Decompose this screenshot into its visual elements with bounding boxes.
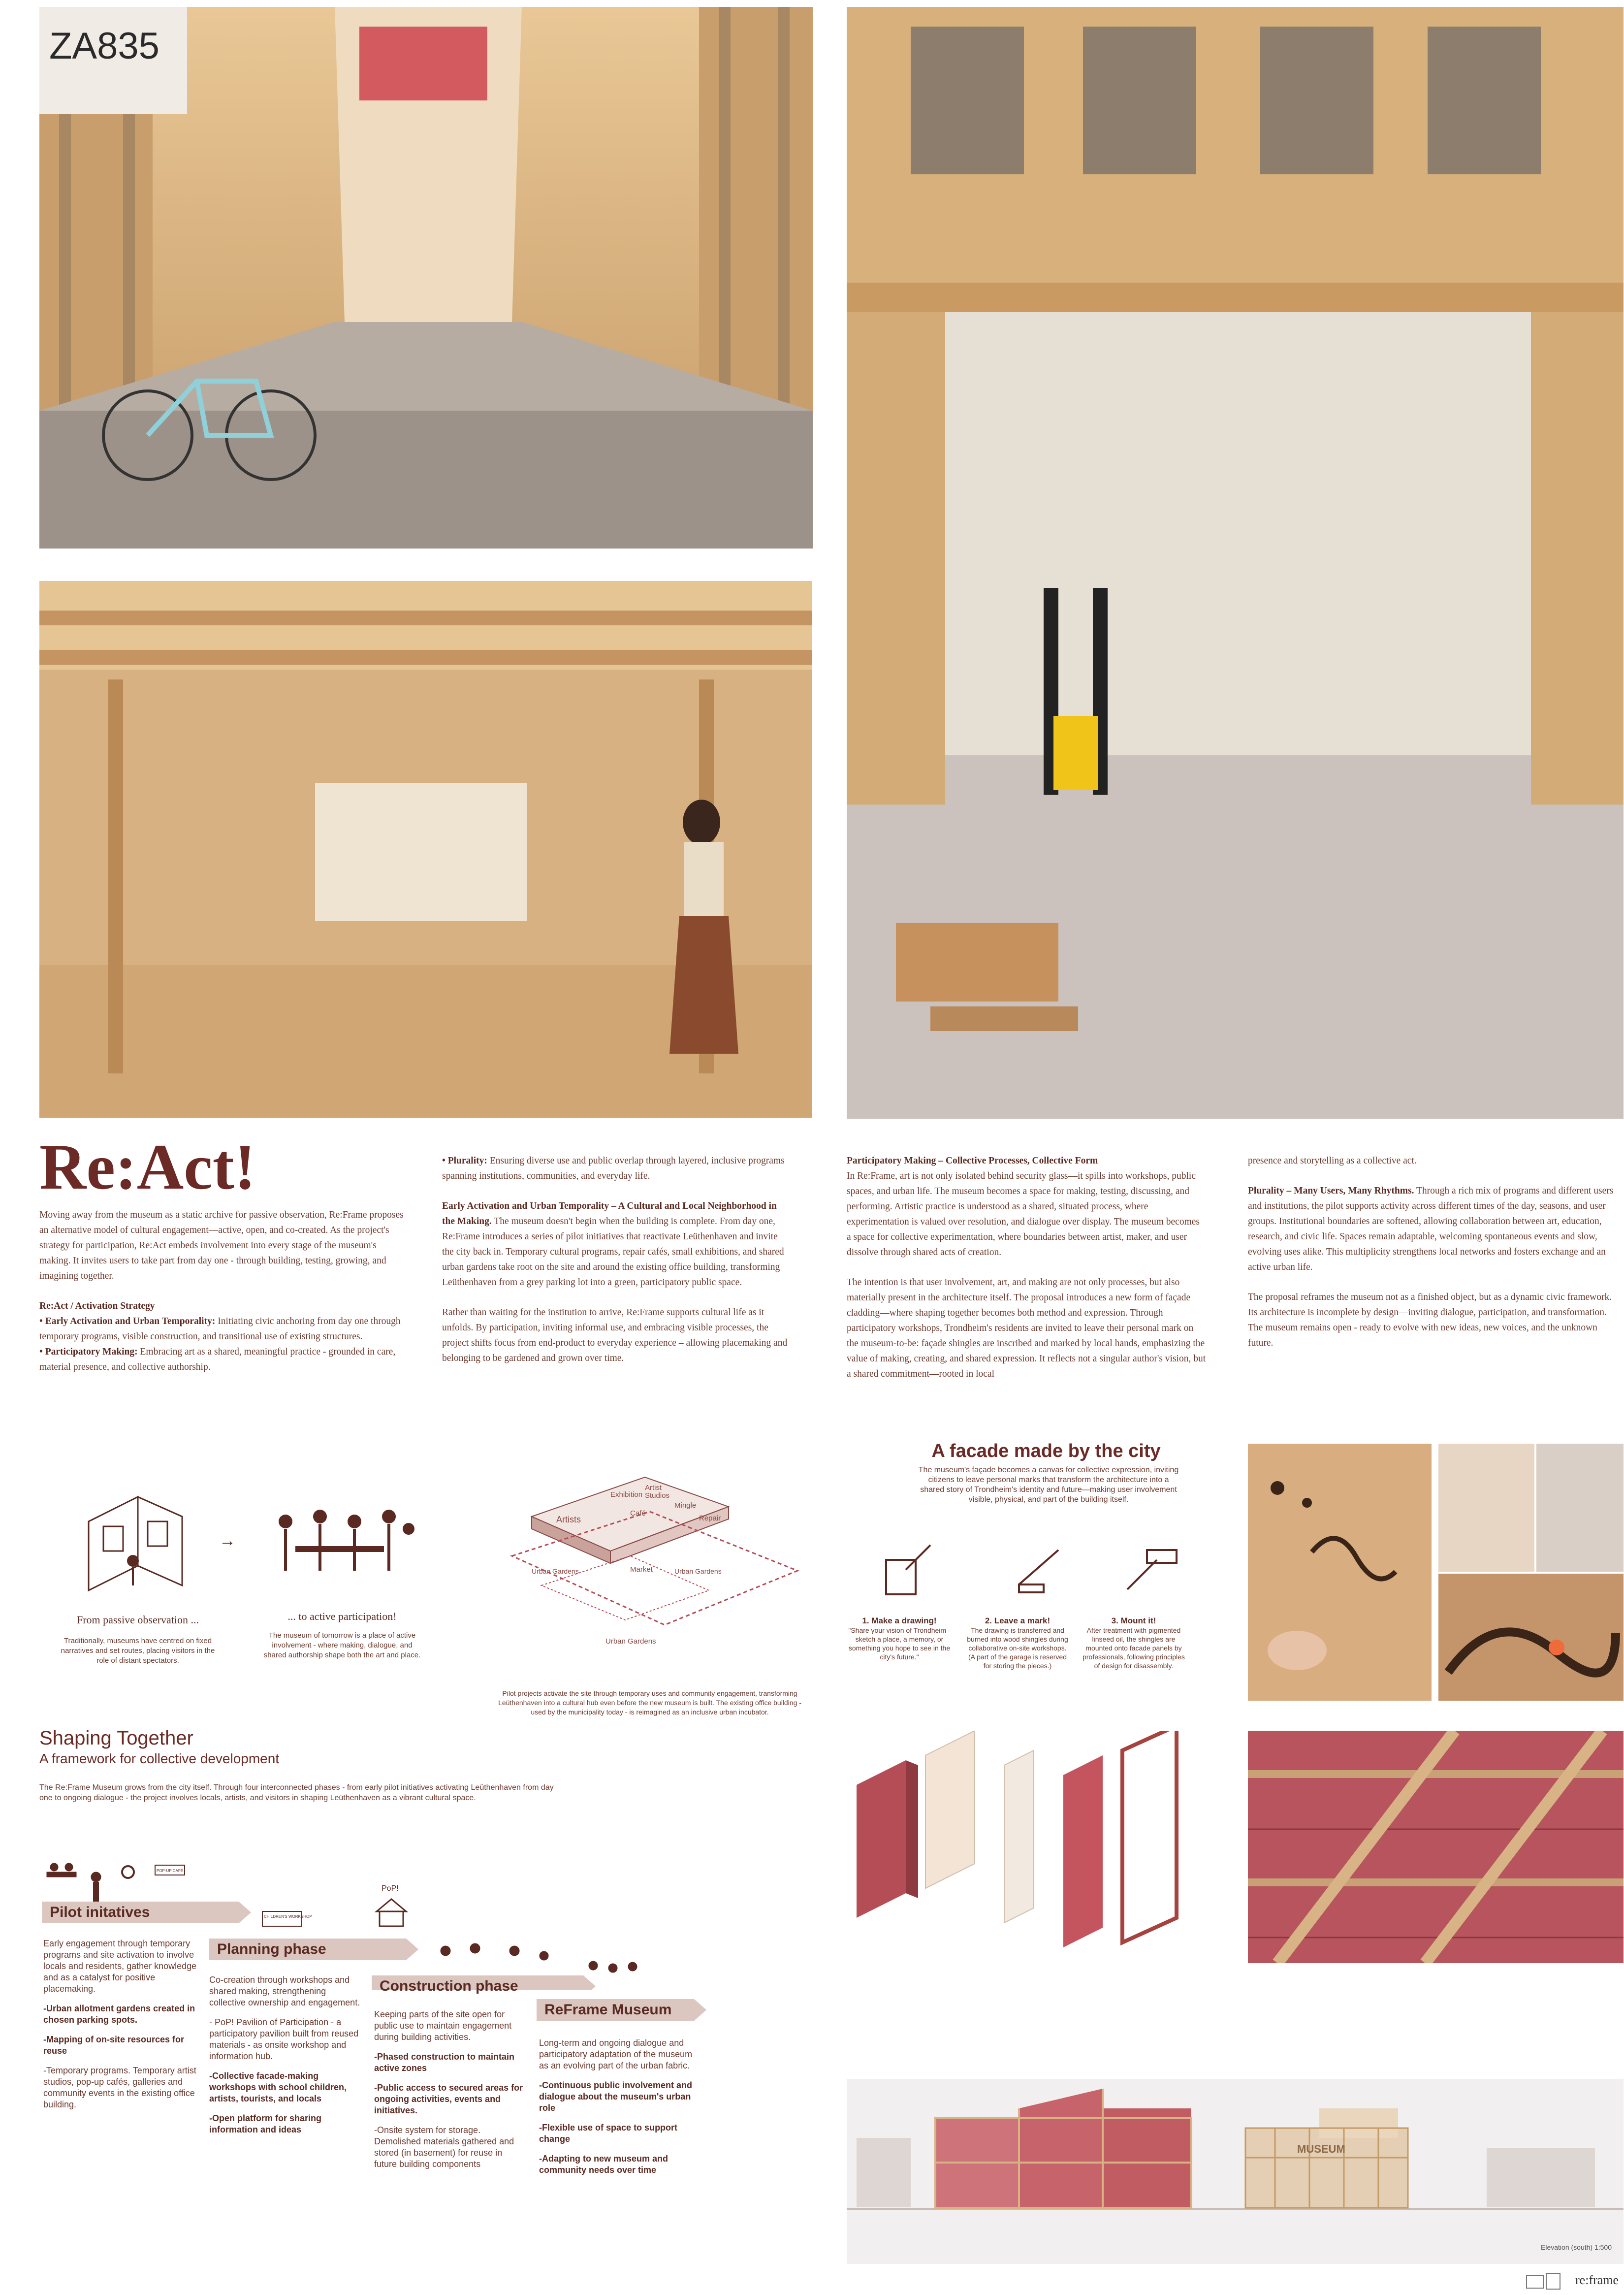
main-title: Re:Act! bbox=[39, 1131, 256, 1203]
intro-paragraph: Moving away from the museum as a static archive for passive observation, Re:Frame proposes an alternative model of cultural engagement—active, open, and co-created. As the project's strategy for participation, Re:Act embeds involvement into every stage of the museum's making. It invites users to take part from day one - through building, testing, growing, and imagining together. bbox=[39, 1210, 404, 1281]
plurality-bullet bbox=[442, 1153, 792, 1184]
phase-tag-planning: Planning phase bbox=[217, 1941, 326, 1957]
render-atrium-bicycle bbox=[39, 7, 813, 549]
pilot-intro: Early engagement through temporary programs and site activation to involve locals and residents, gather knowledge and as a catalyst for positive placemaking. bbox=[43, 1939, 197, 1994]
phase-body-pilot bbox=[43, 1938, 206, 2119]
pilot-item-2-text: -Mapping of on-site resources for reuse bbox=[43, 2035, 185, 2056]
burning-closeup-image bbox=[1438, 1574, 1624, 1701]
facade-shingle-render bbox=[1248, 1731, 1624, 1963]
participatory-paragraph-2: The intention is that user involvement, art, and making are not only processes, but also materially present in the architecture itself. The proposal introduces a new form of façade cladding—where shaping together becomes both method and expression. Through participatory workshops, Trondheim's residents are invited to leave their personal mark on the museum-to-be: façade shingles are inscribed and marked by local hands, emphasizing the value of making, creating, and shared expression. It reflects not a singular author's vision, but a shared commitment—rooted in local bbox=[847, 1277, 1206, 1379]
museum-sign: MUSEUM bbox=[1297, 2143, 1345, 2155]
group-participation-icon bbox=[266, 1502, 423, 1585]
construction-item-2 bbox=[374, 2082, 527, 2116]
intro-column bbox=[39, 1207, 409, 1375]
render-woman-gallery bbox=[39, 581, 812, 1118]
strategy-heading: Re:Act / Activation Strategy bbox=[39, 1301, 155, 1311]
passive-label: From passive observation ... bbox=[76, 1614, 199, 1626]
pilot-item-2 bbox=[43, 2034, 206, 2057]
pilot-label-repair: Repair bbox=[699, 1514, 721, 1522]
reframe-item-2-text: -Flexible use of space to support change bbox=[539, 2123, 678, 2144]
active-label: ... to active participation! bbox=[287, 1610, 397, 1622]
photo-leaf-sketch bbox=[1438, 1444, 1534, 1572]
participatory-paragraph-1: In Re:Frame, art is not only isolated behind security glass—it spills into workshops, public spaces, and urban life. The museum becomes a space for making, testing, discussing, and performing. Artistic practice is understood as a shared, situated process, where experimentation is valued over resolution, and dialogue over display. The museum becomes a space for collective experimentation, where boundaries between artist, maker, and user dissolve through shared acts of creation. bbox=[847, 1171, 1200, 1258]
elevation-caption: Elevation (south) 1:500 bbox=[1541, 2243, 1612, 2251]
facade-step-2-text: The drawing is transferred and burned into wood shingles during collaborative on-site workshops. (A part of the garage is reserved for storing the pieces.) bbox=[967, 1626, 1068, 1670]
pilot-label-studios: Studios bbox=[645, 1491, 670, 1500]
childrens-workshop-sign: CHILDREN'S WORKSHOP bbox=[264, 1914, 312, 1919]
planning-item-2-text: -Collective facade-making workshops with school children, artists, tourists, and locals bbox=[209, 2071, 347, 2103]
early-activation-text: The museum doesn't begin when the building is complete. From day one, Re:Frame introduces a series of pilot initiatives that reactivate Leüthenhaven and invite the city back in. Temporary cultural programs, repair cafés, small exhibitions, and shared urban gardens take root on the site and around the existing office building, transforming Leüthenhaven from a grey parking lot into a green, participatory public space. bbox=[442, 1216, 784, 1288]
facade-step-2-title: 2. Leave a mark! bbox=[985, 1616, 1051, 1625]
flow-arrow: → bbox=[219, 1531, 236, 1550]
plurality-head: • Plurality: bbox=[442, 1156, 487, 1166]
pilot-item-1-text: -Urban allotment gardens created in chosen parking spots. bbox=[43, 2004, 195, 2025]
phase-body-construction bbox=[374, 2009, 527, 2178]
strategy-bullet-1 bbox=[39, 1314, 409, 1344]
bullet-1-head: • Early Activation and Urban Temporality: bbox=[39, 1316, 216, 1326]
planning-item-1: - PoP! Pavilion of Participation - a participatory pavilion built from reused materials - as onsite workshop and information hub. bbox=[209, 2017, 359, 2061]
text-column-3 bbox=[847, 1153, 1206, 1382]
strategy-bullet-2 bbox=[39, 1344, 409, 1375]
plurality-rhythms-paragraph bbox=[1248, 1183, 1622, 1275]
footer-brand: re:frame bbox=[1575, 2273, 1619, 2287]
plurality-rhythms-text: Through a rich mix of programs and different users and institutions, the pilot supports activity across different times of the day, seasons, and user groups. Institutional boundaries are softened, allowing collaboration between art, education, research, and civic life. Spaces remain adaptable, welcoming spontaneous events and slow, evolving uses alike. This multiplicity strengthens local networks and fosters exchange and an active urban life. bbox=[1248, 1186, 1614, 1272]
reframe-item-3 bbox=[539, 2153, 701, 2176]
planning-item-3-text: -Open platform for sharing information and ideas bbox=[209, 2113, 322, 2134]
popup-cafe-sign: POP-UP CAFÉ bbox=[157, 1869, 184, 1873]
facade-step-3-title: 3. Mount it! bbox=[1111, 1616, 1156, 1625]
phase-body-reframe bbox=[539, 2037, 701, 2184]
construction-item-1 bbox=[374, 2051, 527, 2074]
facade-step-3 bbox=[1082, 1616, 1185, 1670]
site-axonometric-drawing bbox=[482, 1457, 817, 1674]
pilot-label-cafe: Café bbox=[630, 1509, 646, 1518]
final-paragraph: The proposal reframes the museum not as a finished object, but as a dynamic civic framework. Its architecture is incomplete by design—inviting dialogue, participation, and transformation. The museum remains open - ready to evolve with new ideas, new voices, and the unknown future. bbox=[1248, 1292, 1612, 1348]
footer-sheet-icon-1 bbox=[1526, 2275, 1544, 2289]
passive-observation-diagram bbox=[39, 1472, 473, 1699]
participatory-head: Participatory Making – Collective Processes, Collective Form bbox=[847, 1156, 1098, 1166]
active-text: The museum of tomorrow is a place of active involvement - where making, dialogue, and shared authorship shape both the art and place. bbox=[263, 1631, 421, 1659]
pilot-label-gardens-2: Urban Gardens bbox=[674, 1567, 722, 1575]
shaping-title: Shaping Together bbox=[39, 1727, 193, 1749]
construction-item-3: -Onsite system for storage. Demolished materials gathered and stored (in basement) for reuse in future building components bbox=[374, 2125, 514, 2169]
south-elevation-drawing bbox=[847, 2079, 1624, 2264]
gallery-render-image bbox=[39, 581, 812, 1118]
planning-item-2 bbox=[209, 2070, 362, 2104]
wood-burning-image bbox=[1248, 1444, 1432, 1701]
hall-render-image bbox=[847, 7, 1624, 1119]
construction-intro: Keeping parts of the site open for public use to maintain engagement during building activities. bbox=[374, 2009, 512, 2042]
bullet-2-head: • Participatory Making: bbox=[39, 1347, 138, 1357]
facade-step-2 bbox=[966, 1616, 1069, 1670]
early-activation-head: Early Activation and Urban Temporality – A Cultural and Local Neighborhood in the Making. bbox=[442, 1201, 777, 1227]
plurality-text: Ensuring diverse use and public overlap through layered, inclusive programs spanning institutions, communities, and everyday life. bbox=[442, 1156, 785, 1181]
museum-room-icon bbox=[69, 1487, 197, 1605]
facade-step-1-text: "Share your vision of Trondheim - sketch a place, a memory, or something you hope to see in the city's future." bbox=[848, 1626, 951, 1661]
pilot-label-mingle: Mingle bbox=[674, 1501, 697, 1510]
facade-step-1-title: 1. Make a drawing! bbox=[862, 1616, 937, 1625]
text-column-4 bbox=[1248, 1153, 1622, 1351]
pilot-item-3: -Temporary programs. Temporary artist studios, pop-up cafés, galleries and community events in the existing office building. bbox=[43, 2066, 196, 2109]
plurality-rhythms-head: Plurality – Many Users, Many Rhythms. bbox=[1248, 1186, 1414, 1196]
pilot-label-market: Market bbox=[630, 1565, 653, 1574]
south-elevation bbox=[847, 2079, 1624, 2264]
construction-item-1-text: -Phased construction to maintain active zones bbox=[374, 2052, 515, 2073]
facade-title: A facade made by the city bbox=[931, 1441, 1161, 1461]
pilot-axonometric-diagram bbox=[482, 1457, 817, 1723]
shingle-facade-image bbox=[1248, 1731, 1624, 1963]
col4-continuation: presence and storytelling as a collective act. bbox=[1248, 1156, 1417, 1166]
planning-intro: Co-creation through workshops and shared making, strengthening collective ownership and engagement. bbox=[209, 1975, 360, 2007]
facade-step-icons bbox=[871, 1540, 1206, 1599]
facade-intro: The museum's façade becomes a canvas for collective expression, inviting citizens to leave personal marks that transform the architecture into a shared story of Trondheim's identity and future—making user involvement visible, physical, and part of the building itself. bbox=[918, 1466, 1179, 1504]
reframe-item-1-text: -Continuous public involvement and dialogue about the museum's urban role bbox=[539, 2080, 693, 2113]
reframe-item-2 bbox=[539, 2122, 701, 2145]
planning-item-3 bbox=[209, 2113, 362, 2135]
board-id: ZA835 bbox=[39, 7, 187, 114]
pilot-label-artists: Artists bbox=[556, 1515, 581, 1524]
facade-panel-exploded bbox=[847, 1731, 1245, 1962]
phase-tag-reframe: ReFrame Museum bbox=[544, 2002, 672, 2018]
reframe-item-3-text: -Adapting to new museum and community needs over time bbox=[539, 2154, 669, 2175]
pop-sign: PoP! bbox=[382, 1884, 399, 1893]
pilot-label-gardens-3: Urban Gardens bbox=[605, 1637, 656, 1646]
construction-item-2-text: -Public access to secured areas for ongoing activities, events and initiatives. bbox=[374, 2083, 523, 2115]
footer-sheet-icon-2 bbox=[1546, 2273, 1560, 2290]
early-activation-paragraph bbox=[442, 1198, 792, 1290]
photo-burning-closeup bbox=[1438, 1574, 1624, 1701]
shaping-intro: The Re:Frame Museum grows from the city itself. Through four interconnected phases - from early pilot initiatives activating Leüthenhaven from day one to ongoing dialogue - the project involves locals, artists, and visitors in shaping Leüthenhaven as a vibrant cultural space. bbox=[39, 1783, 554, 1802]
reframe-item-1 bbox=[539, 2080, 701, 2114]
render-workshop-hall bbox=[847, 7, 1624, 1119]
pilot-label-exhibition: Exhibition bbox=[610, 1490, 643, 1499]
pilot-item-1 bbox=[43, 2003, 206, 2026]
facade-step-3-text: After treatment with pigmented linseed oil, the shingles are mounted onto facade panels by professionals, following principles of design for disassembly. bbox=[1083, 1626, 1185, 1670]
text-column-2 bbox=[442, 1153, 792, 1366]
bullet-2-text: Embracing art as a shared, meaningful practice - grounded in care, material presence, and collective authorship. bbox=[39, 1347, 396, 1372]
reframe-intro: Long-term and ongoing dialogue and participatory adaptation of the museum as an evolving part of the urban fabric. bbox=[539, 2038, 693, 2070]
bullet-1-text: Initiating civic anchoring from day one through temporary programs, visible construction, and transitional use of existing structures. bbox=[39, 1316, 401, 1342]
pilot-label-artist: Artist bbox=[645, 1484, 662, 1492]
photo-burning-drawing bbox=[1248, 1444, 1432, 1701]
photo-face-sketch bbox=[1536, 1444, 1624, 1572]
phase-body-planning bbox=[209, 1974, 362, 2144]
rather-paragraph: Rather than waiting for the institution to arrive, Re:Frame supports cultural life as it unfolds. By participation, inviting informal use, and embracing visible processes, the project shifts focus from end-product to everyday experience – allowing placemaking and belonging to be gardened and grown over time. bbox=[442, 1307, 788, 1363]
phase-tag-pilot: Pilot initatives bbox=[50, 1904, 150, 1920]
passive-text: Traditionally, museums have centred on fixed narratives and set routes, placing visitors in the role of distant spectators. bbox=[61, 1637, 215, 1665]
shaping-subtitle: A framework for collective development bbox=[39, 1751, 280, 1766]
pilot-label-gardens-1: Urban Gardens bbox=[532, 1567, 579, 1575]
phase-tag-construction: Construction phase bbox=[380, 1978, 518, 1994]
pilot-caption: Pilot projects activate the site through temporary uses and community engagement, transforming Leüthenhaven into a cultural hub even before the new museum is built. The existing office building - used by the municipality today - is reimagined as an inclusive urban incubator. bbox=[498, 1689, 801, 1716]
facade-step-1 bbox=[848, 1616, 951, 1661]
